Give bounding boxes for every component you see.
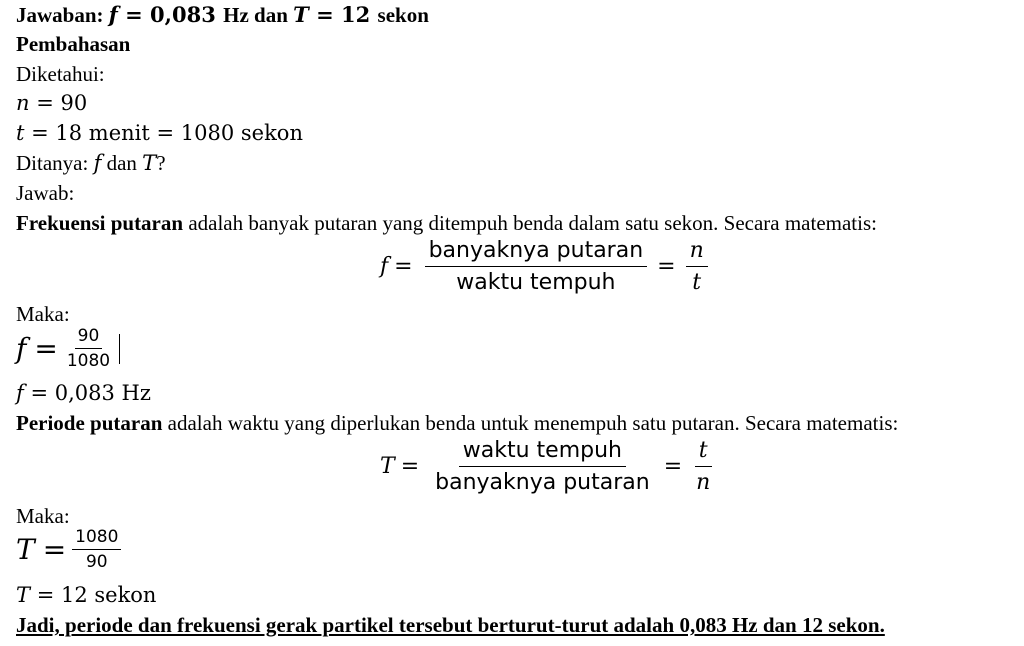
fraction-numerator: banyaknya putaran — [425, 238, 648, 267]
answer-line — [16, 2, 429, 28]
period-symbol-fraction — [692, 438, 714, 495]
f-symbol: f — [108, 2, 118, 27]
ditanya-T: T — [142, 151, 157, 175]
jawab-label: Jawab: — [16, 181, 75, 205]
frequency-definition-text: adalah banyak putaran yang ditempuh benda dalam satu sekon. Secara matematis: — [183, 211, 877, 235]
n-symbol: n — [16, 91, 30, 115]
period-numerator: waktu tempuh — [459, 438, 626, 467]
T-calc-denominator: 90 — [85, 552, 108, 572]
formula-T-lhs: T — [380, 454, 395, 479]
period-fraction — [431, 438, 654, 495]
f-calc-numerator: 90 — [75, 326, 103, 349]
f-value: = 0,083 — [117, 2, 224, 27]
n-given — [16, 90, 87, 116]
f-calc-fraction — [64, 326, 113, 371]
frequency-term: Frekuensi putaran — [16, 211, 184, 235]
f-result-symbol: f — [16, 381, 24, 405]
pembahasan-heading: Pembahasan — [16, 32, 131, 56]
formula-f-eq1: = — [394, 254, 413, 279]
fraction-denominator: waktu tempuh — [456, 270, 616, 295]
ditanya-prefix: Ditanya: — [16, 151, 94, 175]
ditanya-mid: dan — [101, 151, 143, 175]
ditanya-line — [16, 150, 166, 176]
period-symbol-numerator: t — [695, 438, 712, 467]
ditanya-q: ? — [156, 151, 166, 175]
ditanya-f: f — [93, 151, 102, 175]
sekon-unit: sekon — [377, 3, 429, 27]
t-given — [16, 120, 303, 146]
n-value: = 90 — [29, 91, 88, 115]
period-definition-text: adalah waktu yang diperlukan benda untuk menempuh satu putaran. Secara matematis: — [162, 411, 899, 435]
T-result-symbol: T — [16, 583, 31, 607]
frequency-symbol-fraction — [686, 238, 708, 295]
symbol-numerator: n — [686, 238, 708, 267]
conclusion: Jadi, periode dan frekuensi gerak partikel tersebut berturut-turut adalah 0,083 Hz dan 12 sekon. — [16, 613, 885, 637]
period-term: Periode putaran — [16, 411, 163, 435]
f-calc-denominator: 1080 — [66, 351, 111, 371]
formula-T-eq2: = — [663, 454, 683, 479]
formula-T-eq1: = — [400, 454, 420, 479]
T-value: = 12 — [308, 2, 378, 27]
f-result — [16, 380, 151, 406]
maka-label-2: Maka: — [16, 504, 70, 528]
T-calc-numerator: 1080 — [72, 527, 121, 550]
f-calculation — [16, 326, 120, 371]
maka-label-1: Maka: — [16, 302, 70, 326]
T-result-value: = 12 sekon — [30, 583, 157, 607]
period-formula — [380, 438, 720, 495]
formula-f-lhs: f — [380, 254, 389, 279]
f-calc-lhs: f — [16, 332, 27, 365]
frequency-fraction — [425, 238, 648, 295]
diketahui-label: Diketahui: — [16, 62, 105, 86]
text-cursor — [119, 334, 120, 364]
f-result-value: = 0,083 Hz — [23, 381, 151, 405]
frequency-definition — [16, 210, 877, 236]
frequency-formula — [380, 238, 714, 295]
period-denominator: banyaknya putaran — [435, 470, 650, 495]
f-calc-eq: = — [34, 332, 58, 365]
T-calc-lhs: T — [16, 533, 35, 566]
T-calculation — [16, 527, 121, 572]
symbol-denominator: t — [692, 270, 702, 295]
T-calc-eq: = — [42, 533, 67, 566]
T-result — [16, 582, 156, 608]
t-symbol: t — [16, 121, 25, 145]
hz-unit: Hz dan — [223, 3, 294, 27]
T-symbol: T — [293, 2, 309, 27]
T-calc-fraction — [72, 527, 121, 572]
period-definition — [16, 410, 898, 436]
formula-f-eq2: = — [657, 254, 676, 279]
answer-prefix: Jawaban: — [16, 3, 109, 27]
period-symbol-denominator: n — [696, 470, 711, 495]
t-value: = 18 menit = 1080 sekon — [24, 121, 303, 145]
